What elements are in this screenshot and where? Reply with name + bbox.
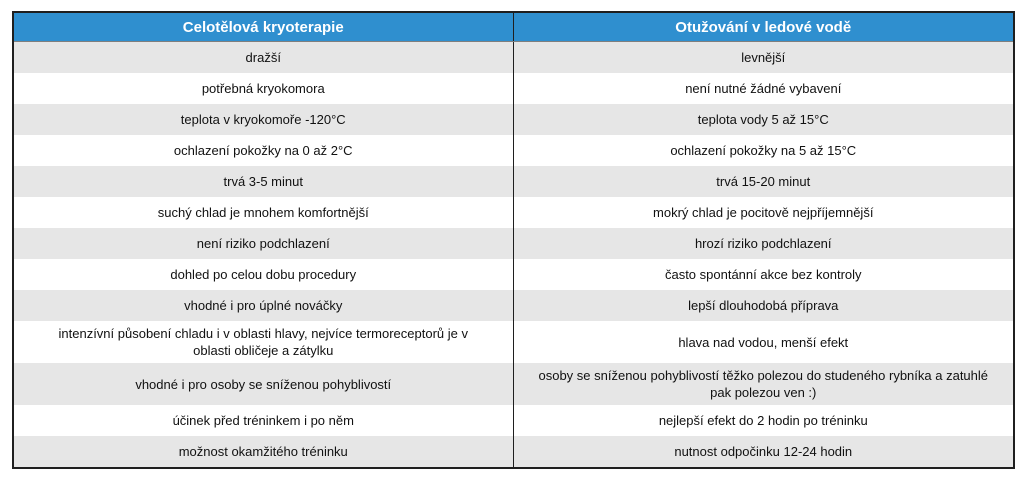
table-row <box>13 259 1014 290</box>
cryotherapy-cell: není riziko podchlazení <box>13 228 513 259</box>
ice-water-cell: není nutné žádné vybavení <box>513 73 1014 104</box>
ice-water-cell: levnější <box>513 42 1014 74</box>
ice-water-cell: nejlepší efekt do 2 hodin po tréninku <box>513 405 1014 436</box>
ice-water-cell: hrozí riziko podchlazení <box>513 228 1014 259</box>
ice-water-cell: mokrý chlad je pocitově nejpříjemnější <box>513 197 1014 228</box>
ice-water-cell: ochlazení pokožky na 5 až 15°C <box>513 135 1014 166</box>
ice-water-cell: teplota vody 5 až 15°C <box>513 104 1014 135</box>
table-row <box>13 363 1014 405</box>
cryotherapy-cell: intenzívní působení chladu i v oblasti hlavy, nejvíce termoreceptorů je v oblasti obličeje a zátylku <box>13 321 513 363</box>
ice-water-cell: osoby se sníženou pohyblivostí těžko polezou do studeného rybníka a zatuhlé pak polezou ven :) <box>513 363 1014 405</box>
header-cryotherapy: Celotělová kryoterapie <box>13 12 513 42</box>
table-row <box>13 290 1014 321</box>
ice-water-cell: trvá 15-20 minut <box>513 166 1014 197</box>
table-row <box>13 166 1014 197</box>
table-row <box>13 73 1014 104</box>
cryotherapy-cell: potřebná kryokomora <box>13 73 513 104</box>
cryotherapy-cell: vhodné i pro osoby se sníženou pohyblivostí <box>13 363 513 405</box>
header-row <box>13 12 1014 42</box>
table-row <box>13 436 1014 468</box>
ice-water-cell: lepší dlouhodobá příprava <box>513 290 1014 321</box>
table-row <box>13 228 1014 259</box>
ice-water-cell: nutnost odpočinku 12-24 hodin <box>513 436 1014 468</box>
table-row <box>13 405 1014 436</box>
table-row <box>13 197 1014 228</box>
comparison-table <box>12 11 1015 469</box>
table-row <box>13 104 1014 135</box>
ice-water-cell: hlava nad vodou, menší efekt <box>513 321 1014 363</box>
table-row <box>13 42 1014 74</box>
cryotherapy-cell: účinek před tréninkem i po něm <box>13 405 513 436</box>
cryotherapy-cell: trvá 3-5 minut <box>13 166 513 197</box>
table-row <box>13 135 1014 166</box>
cryotherapy-cell: teplota v kryokomoře -120°C <box>13 104 513 135</box>
cryotherapy-cell: vhodné i pro úplné nováčky <box>13 290 513 321</box>
header-ice-water: Otužování v ledové vodě <box>513 12 1014 42</box>
table-row <box>13 321 1014 363</box>
cryotherapy-cell: suchý chlad je mnohem komfortnější <box>13 197 513 228</box>
ice-water-cell: často spontánní akce bez kontroly <box>513 259 1014 290</box>
cryotherapy-cell: ochlazení pokožky na 0 až 2°C <box>13 135 513 166</box>
cryotherapy-cell: dražší <box>13 42 513 74</box>
cryotherapy-cell: možnost okamžitého tréninku <box>13 436 513 468</box>
cryotherapy-cell: dohled po celou dobu procedury <box>13 259 513 290</box>
